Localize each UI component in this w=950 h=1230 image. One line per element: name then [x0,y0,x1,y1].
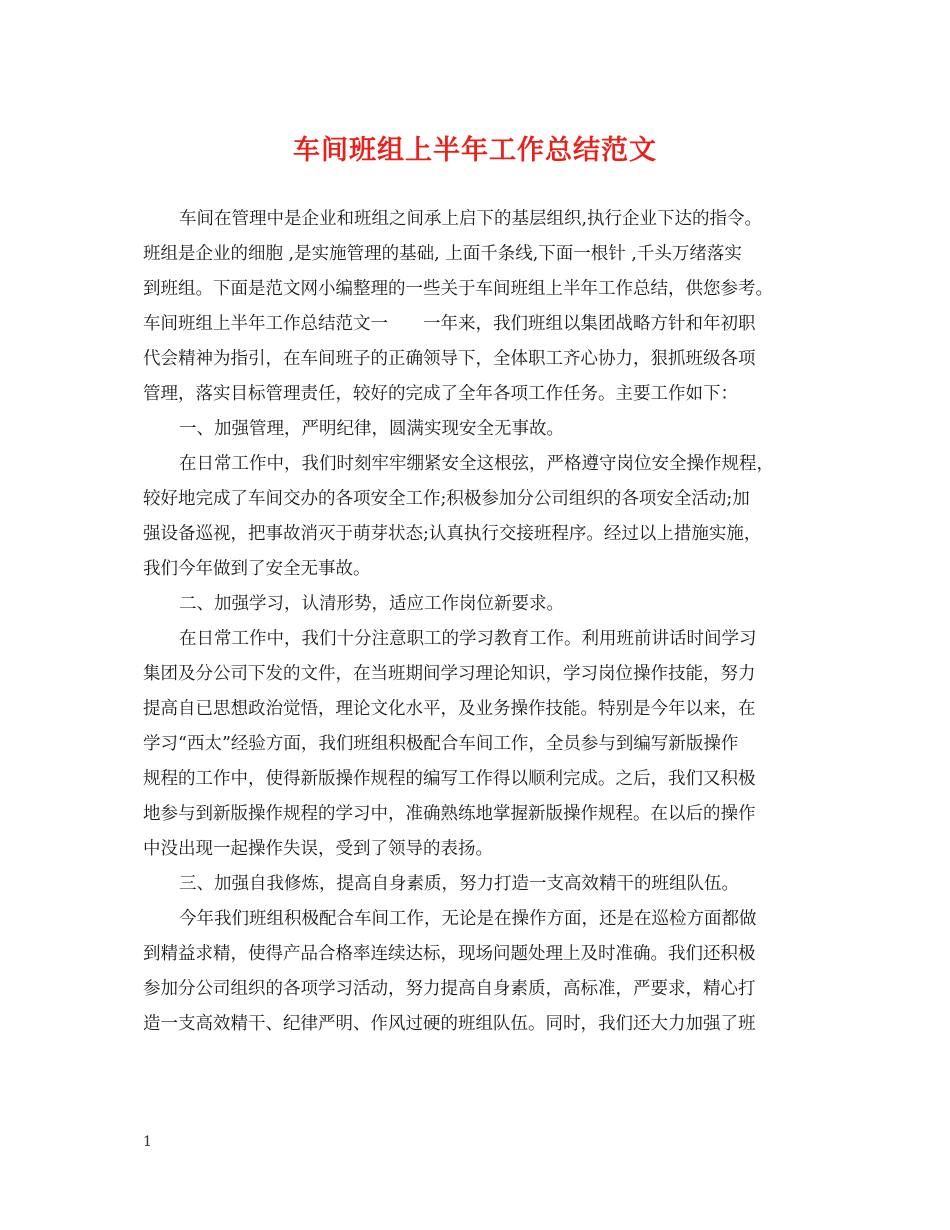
text-line: 提高自已思想政治觉悟，理论文化水平，及业务操作技能。特别是今年以来，在 [143,699,756,719]
section-heading: 二、加强学习，认清形势，适应工作岗位新要求。 [179,594,564,614]
text-line: 规程的工作中，使得新版操作规程的编写工作得以顺利完成。之后，我们又积极 [143,769,756,789]
text-line: 到精益求精，使得产品合格率连续达标，现场问题处理上及时准确。我们还积极 [143,944,756,964]
text-line: 代会精神为指引，在车间班子的正确领导下，全体职工齐心协力，狠抓班级各项 [143,349,756,369]
text-line: 造一支高效精干、纪律严明、作风过硬的班组队伍。同时，我们还大力加强了班 [143,1014,756,1034]
document-body [143,202,808,1042]
text-line: 管理，落实目标管理责任，较好的完成了全年各项工作任务。主要工作如下： [143,384,738,404]
text-line: 在日常工作中，我们时刻牢牢绷紧安全这根弦，严格遵守岗位安全操作规程， [179,454,774,474]
text-line: 在日常工作中，我们十分注意职工的学习教育工作。利用班前讲话时间学习 [179,629,757,649]
text-line: 地参与到新版操作规程的学习中，准确熟练地掌握新版操作规程。在以后的操作 [143,804,756,824]
section-heading: 三、加强自我修炼，提高自身素质，努力打造一支高效精干的班组队伍。 [179,874,739,894]
page-number: 1 [143,1134,152,1150]
text-line: 较好地完成了车间交办的各项安全工作;积极参加分公司组织的各项安全活动;加 [143,489,750,509]
section-heading: 一、加强管理，严明纪律，圆满实现安全无事故。 [179,419,564,439]
text-line: 车间在管理中是企业和班组之间承上启下的基层组织,执行企业下达的指令。 [179,209,763,229]
text-line: 集团及分公司下发的文件，在当班期间学习理论知识，学习岗位操作技能，努力 [143,664,756,684]
text-line: 我们今年做到了安全无事故。 [143,559,371,579]
text-line: 强设备巡视，把事故消灭于萌芽状态;认真执行交接班程序。经过以上措施实施， [143,524,762,544]
text-line: 参加分公司组织的各项学习活动，努力提高自身素质，高标准，严要求，精心打 [143,979,756,999]
text-line: 车间班组上半年工作总结范文一 一年来，我们班组以集团战略方针和年初职 [143,314,756,334]
text-line: 学习“西太”经验方面，我们班组积极配合车间工作，全员参与到编写新版操作 [143,734,739,754]
text-line: 班组是企业的细胞 ,是实施管理的基础, 上面千条线,下面一根针 ,千头万绪落实 [143,244,742,264]
text-line: 到班组。下面是范文网小编整理的一些关于车间班组上半年工作总结，供您参考。 [143,279,773,299]
text-line: 中没出现一起操作失误，受到了领导的表扬。 [143,839,493,859]
document-title: 车间班组上半年工作总结范文 [293,135,657,166]
text-line: 今年我们班组积极配合车间工作，无论是在操作方面，还是在巡检方面都做 [179,909,757,929]
